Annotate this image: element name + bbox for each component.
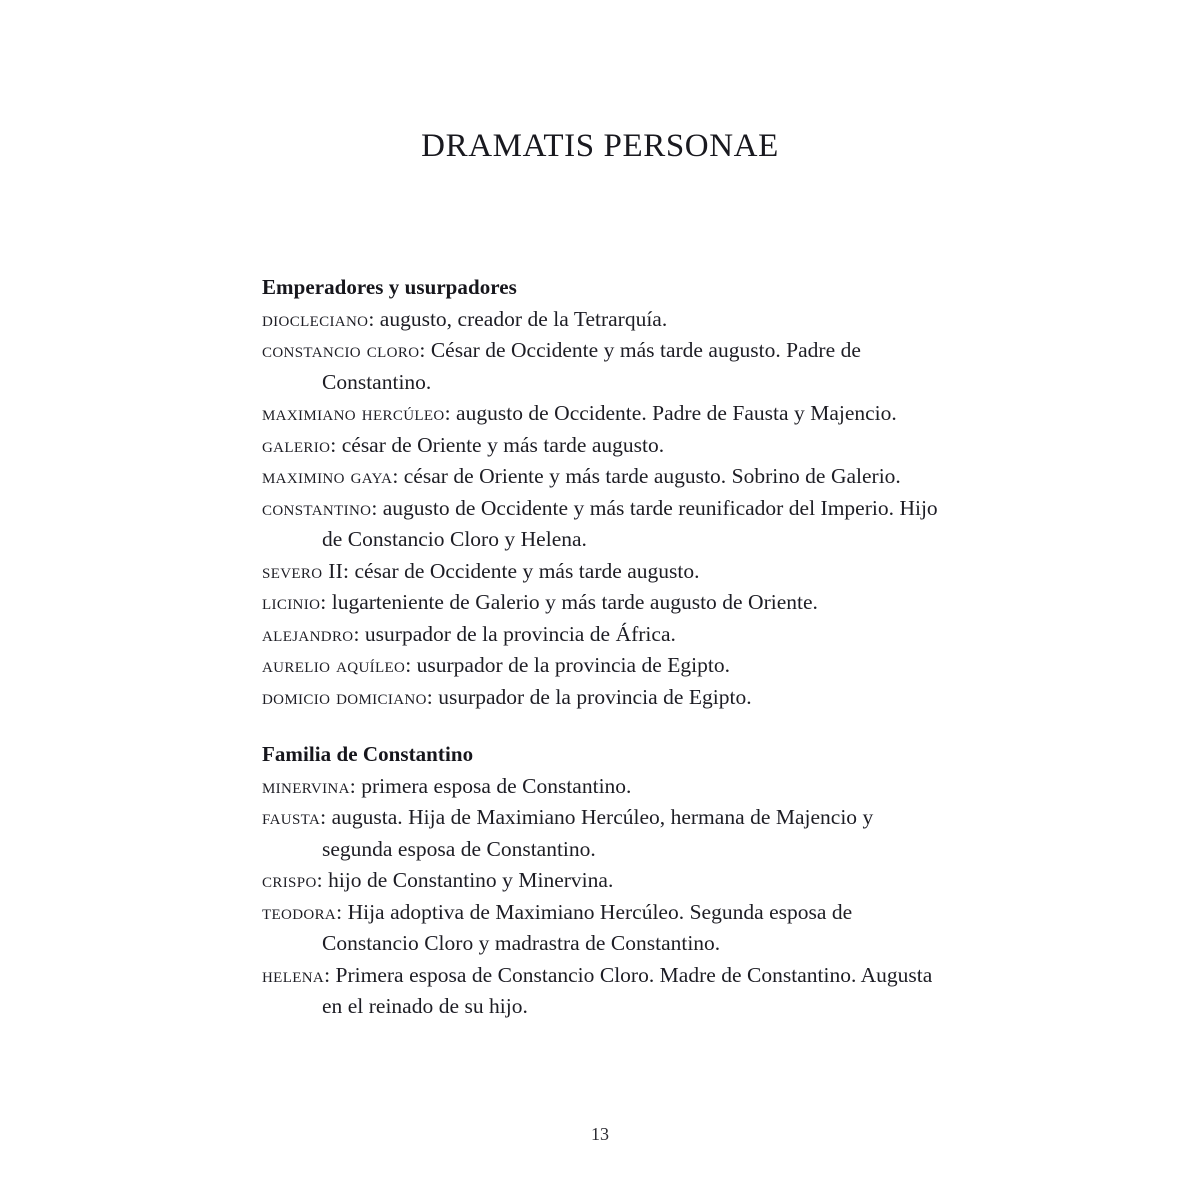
entry-name-text: maximiano hercúleo [262, 401, 445, 425]
entry-name-text: licinio [262, 590, 321, 614]
entry-name [262, 622, 353, 646]
list-item [262, 897, 948, 960]
entry-description: : Hija adoptiva de Maximiano Hercúleo. Segunda esposa de Constancio Cloro y madrastra de Constantino. [322, 899, 853, 955]
entry-name-text: alejandro [262, 621, 354, 646]
entry-name [262, 774, 350, 798]
entry-description: : usurpador de la provincia de África. [353, 621, 676, 646]
entry-description: : primera esposa de Constantino. [349, 773, 632, 798]
entry-description: : Primera esposa de Constancio Cloro. Madre de Constantino. Augusta en el reinado de su hijo. [322, 962, 933, 1018]
list-item [262, 682, 948, 714]
entry-name-text: maximino gaya [262, 464, 393, 488]
entry-description: : césar de Oriente y más tarde augusto. [330, 432, 665, 457]
entry-name-text: fausta [262, 805, 321, 829]
entry-name [262, 900, 336, 924]
entry-description: : césar de Oriente y más tarde augusto. Sobrino de Galerio. [392, 464, 901, 488]
entry-description: : hijo de Constantino y Minervina. [316, 868, 614, 892]
entry-name-text: crispo [262, 868, 317, 892]
entry-name-text: diocleciano [262, 306, 369, 331]
entry-name [262, 653, 405, 677]
entry-name [262, 433, 330, 457]
entry-name-text: minervina [262, 773, 350, 798]
entry-name-text: aurelio aquíleo [262, 653, 406, 677]
list-item [262, 960, 948, 1023]
entry-name-text: teodora [262, 899, 337, 924]
entry-name-text: constantino [262, 495, 372, 520]
list-item [262, 650, 948, 682]
page-content [262, 272, 948, 1023]
section-emperadores-y-usurpadores [262, 272, 948, 713]
list-item [262, 304, 948, 336]
section-heading: Familia de Constantino [262, 742, 474, 766]
entry-name-text: galerio [262, 432, 331, 457]
entry-description: : usurpador de la provincia de Egipto. [426, 684, 752, 709]
section-familia-de-constantino [262, 739, 948, 1023]
page-title: DRAMATIS PERSONAE [421, 128, 779, 165]
list-item [262, 587, 948, 619]
entry-list [262, 771, 948, 1023]
entry-name-text: helena [262, 962, 325, 987]
list-item [262, 865, 948, 897]
entry-description: : usurpador de la provincia de Egipto. [405, 653, 731, 677]
entry-name [262, 868, 317, 892]
list-item [262, 398, 948, 430]
entry-description: : augusto, creador de la Tetrarquía. [368, 306, 668, 331]
list-item [262, 802, 948, 865]
entry-name [262, 559, 343, 583]
entry-description: : César de Occidente y más tarde augusto. Padre de Constantino. [322, 338, 861, 394]
entry-description: : augusto de Occidente. Padre de Fausta y Majencio. [444, 401, 897, 425]
entry-name [262, 685, 427, 709]
list-item [262, 461, 948, 493]
entry-list [262, 304, 948, 714]
entry-description: : augusto de Occidente y más tarde reunificador del Imperio. Hijo de Constancio Cloro y Helena. [322, 495, 938, 551]
entry-name-suffix: II [328, 558, 343, 583]
list-item [262, 335, 948, 398]
section-heading: Emperadores y usurpadores [262, 275, 517, 299]
entry-description: : augusta. Hija de Maximiano Hercúleo, hermana de Majencio y segunda esposa de Constantino. [320, 805, 874, 861]
entry-name-text: domicio domiciano [262, 684, 427, 709]
entry-name [262, 805, 320, 829]
entry-name [262, 590, 320, 614]
list-item [262, 619, 948, 651]
list-item [262, 556, 948, 588]
entry-name [262, 464, 392, 488]
entry-name [262, 307, 368, 331]
entry-description: : césar de Occidente y más tarde augusto. [343, 558, 700, 583]
list-item [262, 430, 948, 462]
entry-name-text: severo [262, 558, 323, 583]
entry-name [262, 963, 324, 987]
page-number: 13 [591, 1124, 609, 1144]
list-item [262, 493, 948, 556]
list-item [262, 771, 948, 803]
entry-name [262, 338, 419, 362]
entry-name [262, 496, 371, 520]
entry-name [262, 401, 445, 425]
entry-name-text: constancio cloro [262, 338, 420, 362]
entry-description: : lugarteniente de Galerio y más tarde augusto de Oriente. [320, 590, 818, 614]
